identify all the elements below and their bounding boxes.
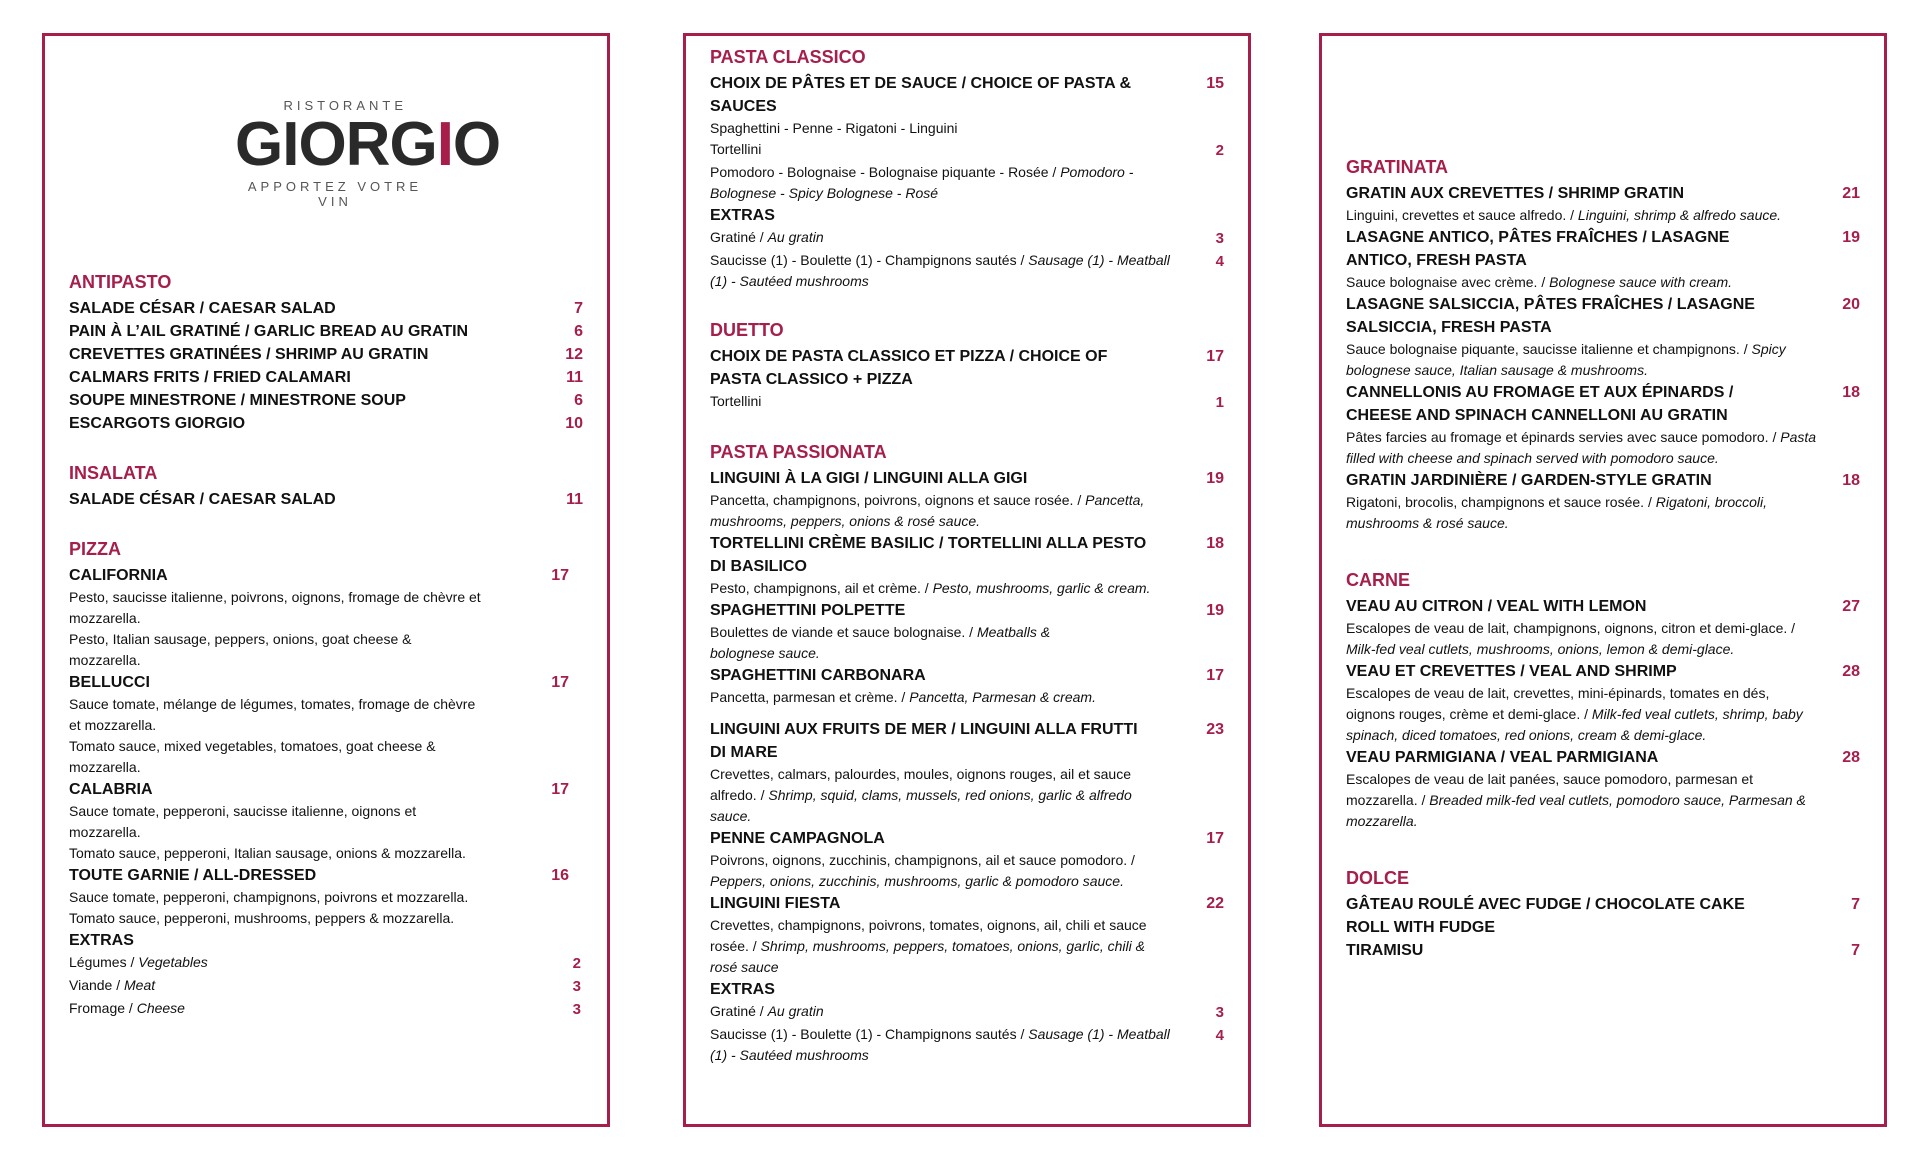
extra-item: Saucisse (1) - Boulette (1) - Champignons sautés / Sausage (1) - Meatball (1) - Sautéed mushrooms 4	[710, 252, 1224, 289]
menu-item: PAIN À L’AIL GRATINÉ / GARLIC BREAD AU GRATIN 6	[69, 323, 583, 340]
menu-item: CALIFORNIA 17 Pesto, saucisse italienne, poivrons, oignons, fromage de chèvre et mozzarella. Pesto, Italian sausage, peppers, onions, goat cheese & mozzarella.	[69, 567, 569, 668]
section-title-antipasto: ANTIPASTO	[69, 272, 172, 292]
menu-item: CALABRIA 17 Sauce tomate, pepperoni, saucisse italienne, oignons et mozzarella. Tomato sauce, pepperoni, Italian sausage, onions & mozzarella.	[69, 781, 569, 861]
menu-item: GÂTEAU ROULÉ AVEC FUDGE / CHOCOLATE CAKE ROLL WITH FUDGE 7	[1346, 896, 1860, 936]
pasta-classico-section: PASTA CLASSICO CHOIX DE PÂTES ET DE SAUCE / CHOICE OF PASTA & SAUCES 15 Spaghettini - Penne - Rigatoni - Linguini Tortellini 2 Pomodoro - Bolognaise - Bolognaise piquante - Rosée / Pomodoro - Bolognese - Spicy Bolognese - Rosé EXTRAS Gratiné / Au gratin 3 Saucisse (1) - Boulette (1) - Champignons sautés / Sausage (1) - Meatball (1) - Sautéed mushrooms 4 DUETTO CHOIX DE PASTA CLASSICO ET PIZZA / CHOICE OF PASTA CLASSICO + PIZZA 17 Tortellini 1 PASTA PASSIONATA LINGUINI À LA GIGI / LINGUINI ALLA GIGI 19 Pancetta, champignons, poivrons, oignons et sauce rosée. / Pancetta, mushrooms, peppers, onions & rosé sauce. TORTELLINI CRÈME BASILIC / TORTELLINI ALLA PESTO DI BASILICO 18 Pesto, champignons, ail et crème. / Pesto, mushrooms, garlic & cream. SPAGHETTINI POLPETTE 19 Boulettes de viande et sauce bolognaise. / Meatballs & bolognese sauce. SPAGHETTINI CARBONARA 17 Pancetta, parmesan et crème. / Pancetta, Parmesan & cream. LINGUINI AUX FRUITS DE MER / LINGUINI ALLA FRUTTI DI MARE 23 Crevettes, calmars, palourdes, moules, oignons rouges, ail et sauce alfredo. / Shrimp, squid, clams, mussels, red onions, garlic & alfredo sauce. PENNE CAMPAGNOLA 17 Poivrons, oignons, zucchinis, champignons, ail et sauce pomodoro. / Peppers, onions, zucchinis, mushrooms, garlic & pomodoro sauce. LINGUINI FIESTA 22 Crevettes, champignons, poivrons, tomates, oignons, ail, chili et sauce rosée. / Shrimp, mushrooms, peppers, tomatoes, onions, garlic, chili & rosé sauce EXTRAS Gratiné / Au gratin 3 Saucisse (1) - Boulette (1) - Champignons sautés / Sausage (1) - Meatball (1) - Sautéed mushrooms 4	[710, 45, 1224, 1066]
extra-item: Fromage / Cheese 3	[69, 1000, 581, 1018]
menu-item: GRATIN JARDINIÈRE / GARDEN-STYLE GRATIN 18 Rigatoni, brocolis, champignons et sauce rosée. / Rigatoni, broccoli, mushrooms & rosé sauce.	[1346, 472, 1860, 531]
menu-item: SPAGHETTINI CARBONARA 17 Pancetta, parmesan et crème. / Pancetta, Parmesan & cream.	[710, 667, 1224, 705]
menu-item: LINGUINI À LA GIGI / LINGUINI ALLA GIGI 19 Pancetta, champignons, poivrons, oignons et sauce rosée. / Pancetta, mushrooms, peppers, onions & rosé sauce.	[710, 470, 1224, 529]
menu-item: VEAU AU CITRON / VEAL WITH LEMON 27 Escalopes de veau de lait, champignons, oignons, citron et demi-glace. / Milk-fed veal cutlets, mushrooms, onions, lemon & demi-glace.	[1346, 598, 1860, 657]
menu-panel-left	[42, 33, 610, 1127]
menu-item: VEAU PARMIGIANA / VEAL PARMIGIANA 28 Escalopes de veau de lait panées, sauce pomodoro, parmesan et mozzarella. / Breaded milk-fed veal cutlets, pomodoro sauce, Parmesan & mozzarella.	[1346, 749, 1860, 829]
menu-item: VEAU ET CREVETTES / VEAL AND SHRIMP 28 Escalopes de veau de lait, crevettes, mini-épinards, tomates en dés, oignons rouges, crème et demi-glace. / Milk-fed veal cutlets, shrimp, baby spinach, diced tomatoes, red onions, cream & demi-glace.	[1346, 663, 1860, 743]
extra-item: Saucisse (1) - Boulette (1) - Champignons sautés / Sausage (1) - Meatball (1) - Sautéed mushrooms 4	[710, 1026, 1224, 1063]
extras-title: EXTRAS	[710, 981, 775, 998]
menu-item: PENNE CAMPAGNOLA 17 Poivrons, oignons, zucchinis, champignons, ail et sauce pomodoro. / Peppers, onions, zucchinis, mushrooms, garlic & pomodoro sauce.	[710, 830, 1224, 889]
extras-title: EXTRAS	[710, 207, 775, 224]
menu-item: LINGUINI AUX FRUITS DE MER / LINGUINI ALLA FRUTTI DI MARE 23 Crevettes, calmars, palourdes, moules, oignons rouges, ail et sauce alfredo. / Shrimp, squid, clams, mussels, red onions, garlic & alfredo sauce.	[710, 721, 1224, 824]
menu-item: CANNELLONIS AU FROMAGE ET AUX ÉPINARDS / CHEESE AND SPINACH CANNELLONI AU GRATIN 18 Pâtes farcies au fromage et épinards servies avec sauce pomodoro. / Pasta filled with cheese and spinach served with pomodoro sauce.	[1346, 384, 1860, 466]
menu-item: TIRAMISU 7	[1346, 942, 1860, 959]
extra-item: Viande / Meat 3	[69, 977, 581, 995]
menu-item: CALMARS FRITS / FRIED CALAMARI 11	[69, 369, 583, 386]
menu-item: BELLUCCI 17 Sauce tomate, mélange de légumes, tomates, fromage de chèvre et mozzarella. Tomato sauce, mixed vegetables, tomatoes, goat cheese & mozzarella.	[69, 674, 569, 775]
menu-item: CREVETTES GRATINÉES / SHRIMP AU GRATIN 12	[69, 346, 583, 363]
menu-item: SALADE CÉSAR / CAESAR SALAD 11	[69, 491, 583, 508]
section-title-carne: CARNE	[1346, 570, 1411, 590]
section-title-insalata: INSALATA	[69, 463, 158, 483]
menu-item: GRATIN AUX CREVETTES / SHRIMP GRATIN 21 Linguini, crevettes et sauce alfredo. / Linguini, shrimp & alfredo sauce.	[1346, 185, 1860, 223]
menu-item: CHOIX DE PÂTES ET DE SAUCE / CHOICE OF PASTA & SAUCES 15	[710, 75, 1224, 115]
menu-item: ESCARGOTS GIORGIO 10	[69, 415, 583, 432]
extras-title: EXTRAS	[69, 932, 134, 949]
restaurant-logo	[235, 98, 501, 230]
extra-item: Gratiné / Au gratin 3	[710, 229, 1224, 247]
extra-item: Gratiné / Au gratin 3	[710, 1003, 1224, 1021]
section-title-gratinata: GRATINATA	[1346, 157, 1448, 177]
menu-item: SPAGHETTINI POLPETTE 19 Boulettes de viande et sauce bolognaise. / Meatballs & bolognese sauce.	[710, 602, 1224, 661]
logo-top-text: RISTORANTE	[283, 98, 407, 113]
menu-item: LASAGNE SALSICCIA, PÂTES FRAÎCHES / LASAGNE SALSICCIA, FRESH PASTA 20 Sauce bolognaise piquante, saucisse italienne et champignons. / Spicy bolognese sauce, Italian sausage & mushrooms.	[1346, 296, 1860, 378]
section-title-pizza: PIZZA	[69, 539, 121, 559]
menu-panel-middle	[683, 33, 1251, 1127]
section-title-duetto: DUETTO	[710, 320, 784, 340]
menu-item: CHOIX DE PASTA CLASSICO ET PIZZA / CHOICE OF PASTA CLASSICO + PIZZA 17	[710, 348, 1224, 388]
section-title-pasta-classico: PASTA CLASSICO	[710, 47, 866, 67]
menu-item: SOUPE MINESTRONE / MINESTRONE SOUP 6	[69, 392, 583, 409]
extra-item: Légumes / Vegetables 2	[69, 954, 581, 972]
menu-item: TOUTE GARNIE / ALL-DRESSED 16 Sauce tomate, pepperoni, champignons, poivrons et mozzarella. Tomato sauce, pepperoni, mushrooms, peppers & mozzarella.	[69, 867, 569, 926]
logo-name: GIORGIO	[235, 110, 501, 179]
antipasto-section	[69, 270, 583, 1021]
menu-item: TORTELLINI CRÈME BASILIC / TORTELLINI ALLA PESTO DI BASILICO 18 Pesto, champignons, ail et crème. / Pesto, mushrooms, garlic & cream.	[710, 535, 1224, 596]
menu-panel-right	[1319, 33, 1887, 1127]
menu-item: LINGUINI FIESTA 22 Crevettes, champignons, poivrons, tomates, oignons, ail, chili et sauce rosée. / Shrimp, mushrooms, peppers, tomatoes, onions, garlic, chili & rosé sauce	[710, 895, 1224, 975]
gratinata-section	[1346, 155, 1860, 962]
section-title-pasta-passionata: PASTA PASSIONATA	[710, 442, 887, 462]
menu-item: SALADE CÉSAR / CAESAR SALAD 7	[69, 300, 583, 317]
menu-item: LASAGNE ANTICO, PÂTES FRAÎCHES / LASAGNE ANTICO, FRESH PASTA 19 Sauce bolognaise avec crème. / Bolognese sauce with cream.	[1346, 229, 1860, 290]
logo-tagline: APPORTEZ VOTRE VIN	[247, 179, 423, 209]
section-title-dolce: DOLCE	[1346, 868, 1409, 888]
